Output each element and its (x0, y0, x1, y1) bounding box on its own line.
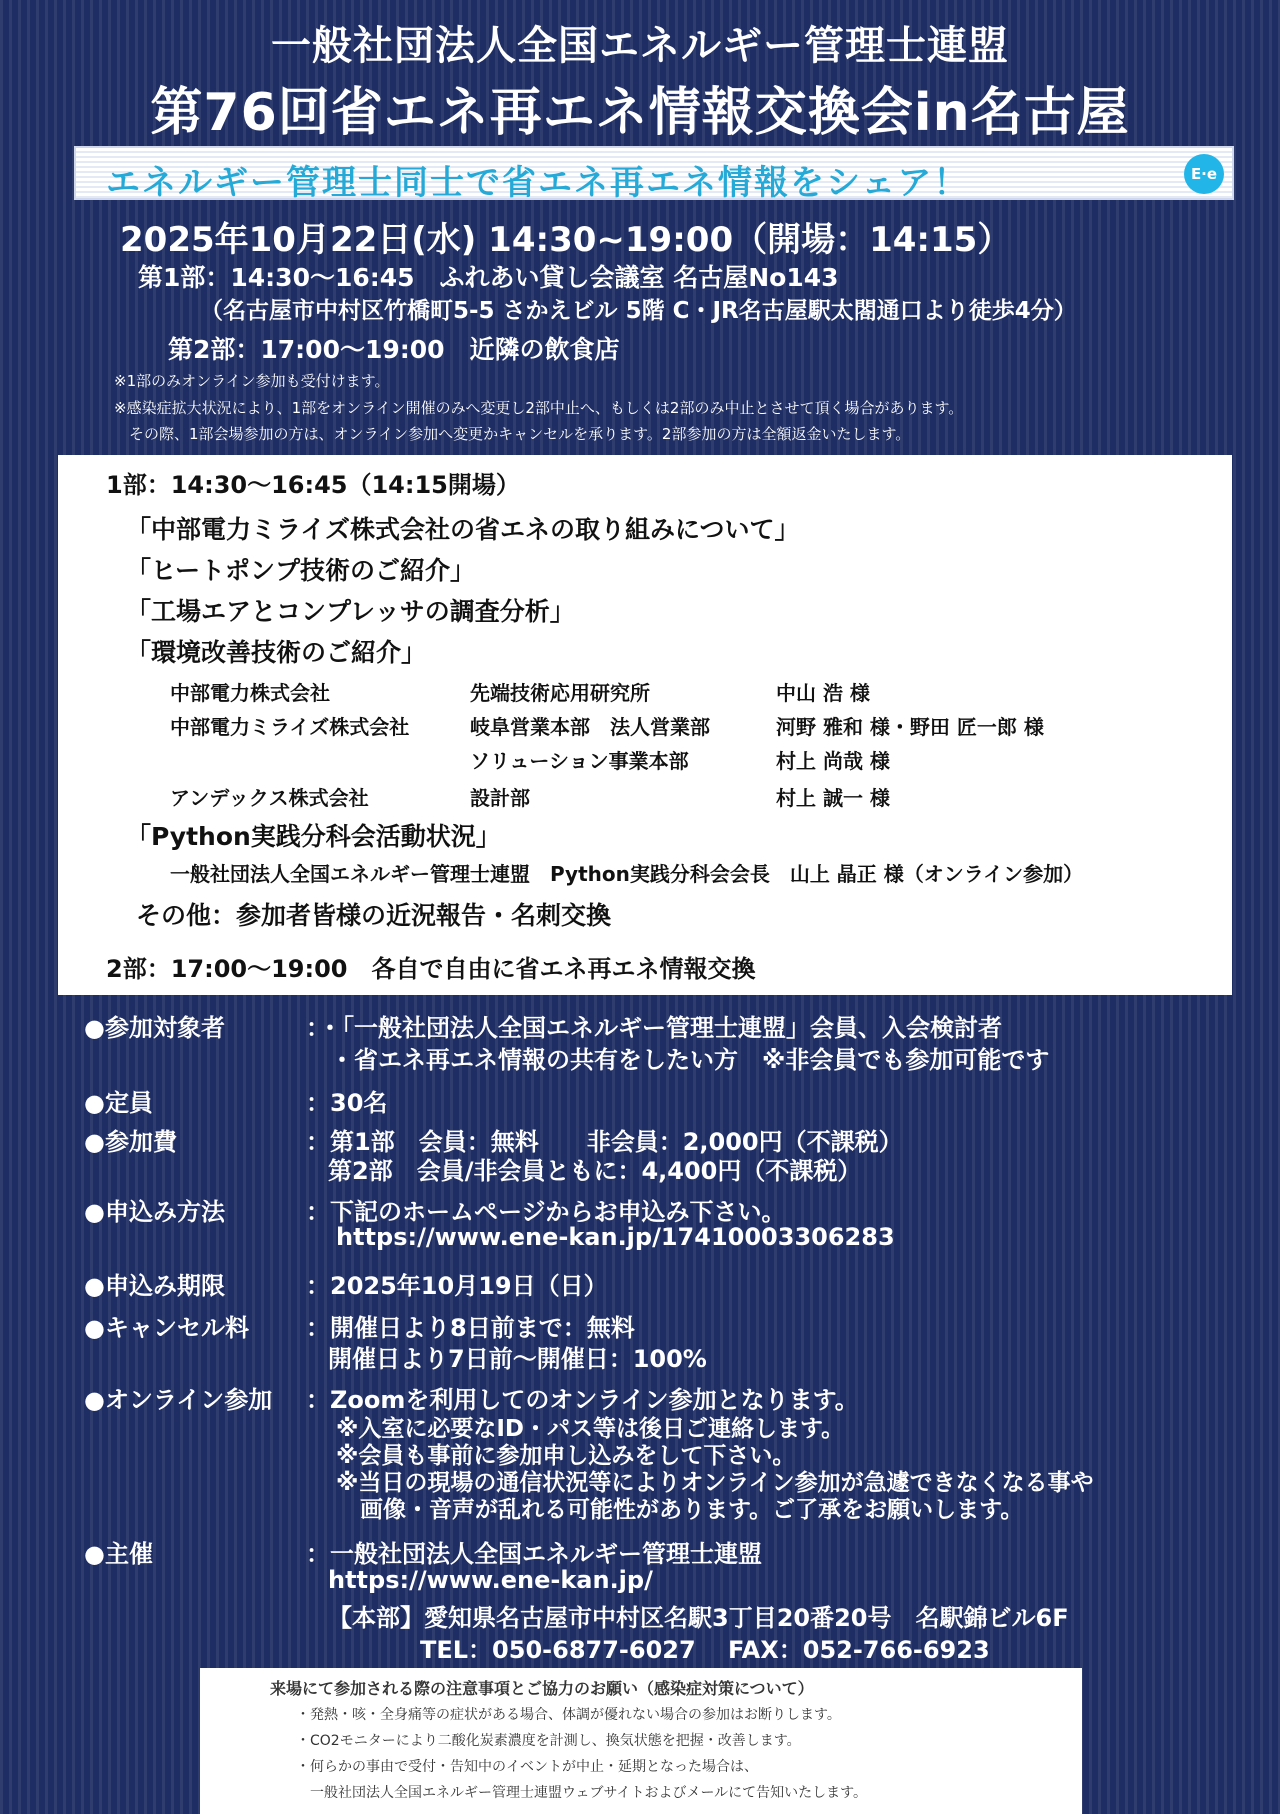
note-online: ※1部のみオンライン参加も受付けます。 (114, 372, 390, 390)
talk-title: 「工場エアとコンプレッサの調査分析」 (126, 597, 575, 626)
notice-item: ・CO2モニターにより二酸化炭素濃度を計測し、換気状態を把握・改善します。 (296, 1733, 801, 1749)
speaker-org: 中部電力株式会社 (170, 681, 330, 705)
host-url-link[interactable]: https://www.ene-kan.jp/ (328, 1566, 653, 1594)
tagline-text: エネルギー管理士同士で省エネ再エネ情報をシェア！ (106, 163, 970, 203)
target-line: ：・「一般社団法人全国エネルギー管理士連盟」会員、入会検討者 (306, 1014, 1002, 1042)
apply-line: ：下記のホームページからお申込み下さい。 (306, 1198, 786, 1226)
speaker-dept: 岐阜営業本部 法人営業部 (470, 715, 710, 739)
program-panel (58, 455, 1232, 995)
fee-line: ：第1部 会員：無料 非会員：2,000円（不課税） (306, 1128, 903, 1156)
target-label: ●参加対象者 (84, 1014, 225, 1042)
part1-address: （名古屋市中村区竹橋町5-5 さかえビル 5階 C・JR名古屋駅太閤通口より徒歩4分） (200, 298, 1077, 324)
fee-line: 第2部 会員/非会員ともに：4,400円（不課税） (328, 1157, 862, 1185)
notice-item: ・発熱・咳・全身痛等の症状がある場合、体調が優れない場合の参加はお断りします。 (296, 1707, 841, 1723)
python-speaker: 一般社団法人全国エネルギー管理士連盟 Python実践分科会会長 山上 晶正 様（オンライン参加） (170, 862, 1084, 886)
speaker-org: 中部電力ミライズ株式会社 (170, 715, 410, 739)
event-title: 第76回省エネ再エネ情報交換会in名古屋 (150, 83, 1130, 143)
notice-item: ・何らかの事由で受付・告知中のイベントが中止・延期となった場合は、 (296, 1759, 758, 1775)
deadline-label: ●申込み期限 (84, 1272, 225, 1300)
notice-box (200, 1668, 1082, 1814)
notice-title: 来場にて参加される際の注意事項とご協力のお願い（感染症対策について） (270, 1679, 814, 1698)
host-label: ●主催 (84, 1540, 153, 1568)
part2-schedule: 第2部：17:00～19:00 近隣の飲食店 (168, 335, 620, 364)
host-address: 【本部】愛知県名古屋市中村区名駅3丁目20番20号 名駅錦ビル6F (328, 1604, 1069, 1632)
other-activities: その他：参加者皆様の近況報告・名刺交換 (136, 901, 612, 930)
note-infection: ※感染症拡大状況により、1部をオンライン開催のみへ変更し2部中止へ、もしくは2部のみ中止とさせて頂く場合があります。 (114, 399, 964, 417)
fee-label: ●参加費 (84, 1128, 177, 1156)
logo-icon: E·e (1184, 154, 1224, 194)
talk-title: 「環境改善技術のご紹介」 (126, 638, 427, 667)
speaker-name: 中山 浩 様 (776, 681, 870, 705)
part2-heading: 2部：17:00～19:00 各自で自由に省エネ再エネ情報交換 (106, 955, 756, 983)
tagline-banner (74, 146, 1234, 203)
apply-url-link[interactable]: https://www.ene-kan.jp/17410003306283 (336, 1223, 895, 1251)
speaker-dept: 先端技術応用研究所 (470, 681, 650, 705)
online-line: 画像・音声が乱れる可能性があります。ご了承をお願いします。 (360, 1497, 1024, 1523)
deadline-value: ：2025年10月19日（日） (306, 1272, 608, 1300)
online-line: ※当日の現場の通信状況等によりオンライン参加が急遽できなくなる事や (336, 1470, 1094, 1496)
speaker-dept: ソリューション事業本部 (470, 749, 689, 773)
speaker-org: アンデックス株式会社 (170, 786, 369, 810)
speaker-name: 村上 尚哉 様 (776, 749, 890, 773)
note-refund: その際、1部会場参加の方は、オンライン参加へ変更かキャンセルを承ります。2部参加の方は全額返金いたします。 (114, 425, 911, 443)
target-line: ・省エネ再エネ情報の共有をしたい方 ※非会員でも参加可能です (330, 1046, 1050, 1074)
capacity-label: ●定員 (84, 1089, 153, 1117)
python-talk-title: 「Python実践分科会活動状況」 (126, 822, 501, 851)
online-label: ●オンライン参加 (84, 1386, 273, 1414)
host-contact: TEL：050-6877-6027 FAX：052-766-6923 (420, 1636, 990, 1664)
online-line: ：Zoomを利用してのオンライン参加となります。 (306, 1386, 859, 1414)
talk-title: 「ヒートポンプ技術のご紹介」 (126, 556, 476, 585)
part1-schedule: 第1部：14:30～16:45 ふれあい貸し会議室 名古屋No143 (138, 263, 839, 292)
speaker-name: 村上 誠一 様 (776, 786, 890, 810)
talk-title: 「中部電力ミライズ株式会社の省エネの取り組みについて」 (126, 515, 800, 544)
cancel-line: ：開催日より8日前まで：無料 (306, 1314, 635, 1342)
online-line: ※会員も事前に参加申し込みをして下さい。 (336, 1443, 796, 1469)
host-line: ：一般社団法人全国エネルギー管理士連盟 (306, 1540, 762, 1568)
cancel-label: ●キャンセル料 (84, 1314, 249, 1342)
cancel-line: 開催日より7日前～開催日：100% (328, 1345, 707, 1373)
part1-heading: 1部：14:30～16:45（14:15開場） (106, 471, 520, 499)
apply-label: ●申込み方法 (84, 1198, 225, 1226)
organizer-title: 一般社団法人全国エネルギー管理士連盟 (271, 23, 1009, 69)
notice-item: 一般社団法人全国エネルギー管理士連盟ウェブサイトおよびメールにて告知いたします。 (296, 1785, 868, 1801)
speaker-dept: 設計部 (470, 786, 530, 810)
speaker-name: 河野 雅和 様・野田 匠一郎 様 (776, 715, 1044, 739)
event-datetime: 2025年10月22日(水) 14:30~19:00（開場：14:15） (120, 220, 1012, 260)
capacity-value: ：30名 (306, 1089, 388, 1117)
online-line: ※入室に必要なID・パス等は後日ご連絡します。 (336, 1416, 845, 1442)
